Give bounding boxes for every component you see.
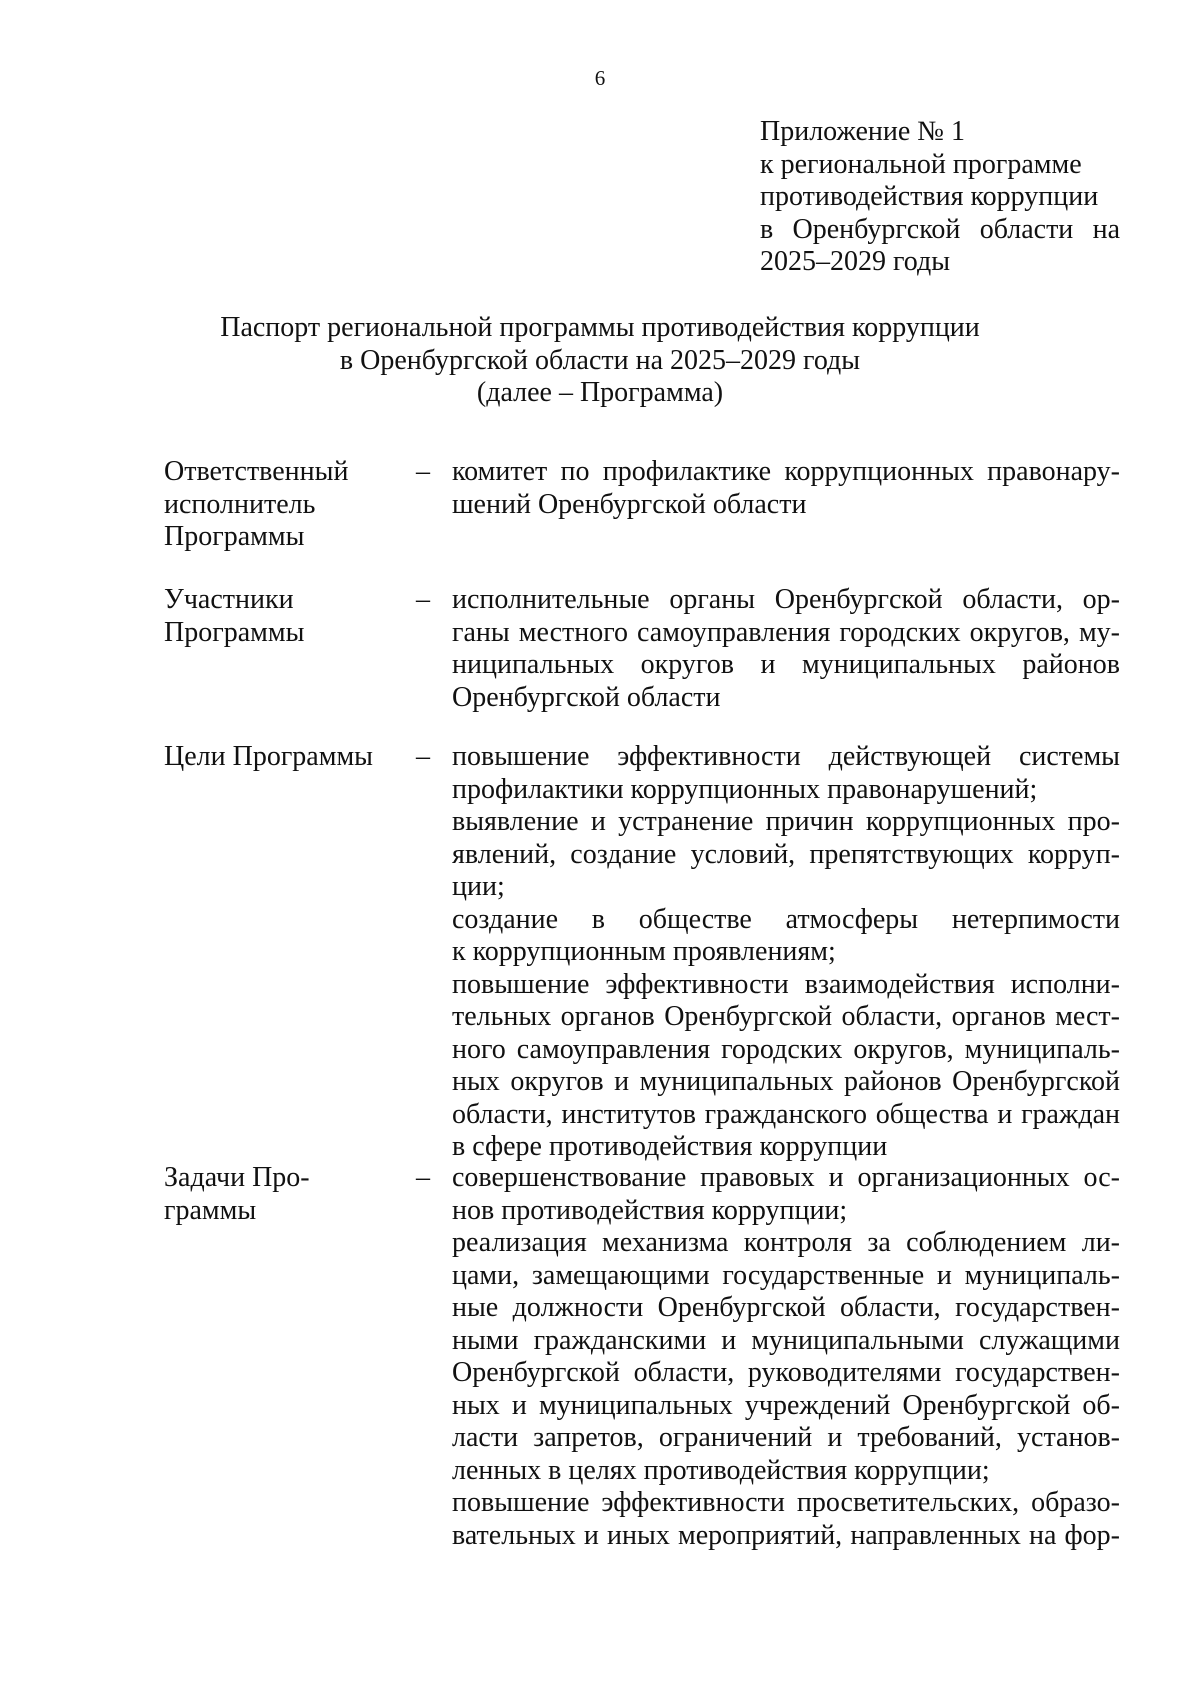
content-line: ными гражданскими и муниципальными служащими (452, 1324, 1120, 1356)
row-label (164, 584, 404, 649)
row-dash: – (416, 456, 430, 487)
appendix-line: 2025–2029 годы (760, 246, 951, 277)
label-line: Цели Программы (164, 741, 373, 772)
row-label (164, 741, 404, 774)
title-line: в Оренбургской области на 2025–2029 годы (339, 344, 861, 376)
appendix-header (760, 116, 1120, 279)
row-content (452, 584, 1120, 714)
content-line: Оренбургской области, руководителями государствен- (452, 1357, 1120, 1388)
row-dash: – (416, 741, 430, 772)
content-line: ных округов и муниципальных районов Оренбургской (452, 1066, 1120, 1097)
label-line: исполнитель (164, 488, 316, 520)
title-line: (далее – Программа) (476, 377, 724, 408)
content-line: повышение эффективности взаимодействия исполни- (452, 968, 1120, 1000)
label-line: Участники (164, 584, 294, 615)
content-line: реализация механизма контроля за соблюдением ли- (452, 1227, 1120, 1258)
label-line: Программы (164, 616, 305, 648)
content-line: нов противодействия коррупции; (452, 1194, 848, 1226)
content-line: ниципальных округов и муниципальных районов (452, 649, 1120, 680)
label-line: Задачи Про- (164, 1162, 310, 1193)
content-line: повышение эффективности действующей системы (452, 741, 1120, 772)
content-line: совершенствование правовых и организационных ос- (452, 1162, 1120, 1193)
content-line: ции; (452, 871, 505, 902)
passport-row-participants (164, 584, 1120, 714)
passport-row-goals (164, 741, 1120, 1162)
content-line: ласти запретов, ограничений и требований, установ- (452, 1422, 1120, 1453)
content-line: тельных органов Оренбургской области, органов мест- (452, 1001, 1120, 1032)
label-line: Ответственный (164, 456, 349, 487)
content-line: ного самоуправления городских округов, муниципаль- (452, 1033, 1120, 1065)
appendix-line: противодействия коррупции (760, 181, 1099, 212)
row-dash: – (416, 584, 430, 615)
row-label (164, 1162, 404, 1227)
row-content (452, 1162, 1120, 1552)
content-line: Оренбургской области (452, 681, 721, 713)
row-content (452, 456, 1120, 521)
appendix-line: к региональной программе (760, 148, 1082, 180)
content-line: шений Оренбургской области (452, 488, 807, 520)
content-line: повышение эффективности просветительских, образо- (452, 1487, 1120, 1518)
content-line: профилактики коррупционных правонарушений; (452, 773, 1038, 805)
appendix-line: в Оренбургской области на (760, 213, 1120, 245)
content-line: ные должности Оренбургской области, государствен- (452, 1292, 1120, 1323)
document-title (100, 312, 1100, 410)
content-line: области, институтов гражданского общества и граждан (452, 1098, 1120, 1130)
content-line: цами, замещающими государственные и муниципаль- (452, 1259, 1120, 1291)
label-line: граммы (164, 1194, 257, 1226)
passport-row-tasks (164, 1162, 1120, 1652)
content-line: исполнительные органы Оренбургской области, ор- (452, 584, 1120, 615)
content-line: явлений, создание условий, препятствующих корруп- (452, 838, 1120, 870)
content-line: ганы местного самоуправления городских округов, му- (452, 616, 1120, 648)
content-line: в сфере противодействия коррупции (452, 1131, 888, 1162)
passport-row-responsible-executor (164, 456, 1120, 556)
content-line: ных и муниципальных учреждений Оренбургской об- (452, 1389, 1120, 1421)
content-line: выявление и устранение причин коррупционных про- (452, 806, 1120, 837)
title-line: Паспорт региональной программы противодействия коррупции (220, 312, 980, 343)
content-line: ленных в целях противодействия коррупции; (452, 1454, 990, 1486)
content-line: создание в обществе атмосферы нетерпимости (452, 903, 1120, 935)
label-line: Программы (164, 521, 305, 552)
row-dash: – (416, 1162, 430, 1193)
content-line: комитет по профилактике коррупционных правонару- (452, 456, 1120, 487)
row-content (452, 741, 1120, 1164)
content-line: к коррупционным проявлениям; (452, 936, 836, 967)
content-line: вательных и иных мероприятий, направленных на фор- (452, 1519, 1120, 1551)
page-number: 6 (594, 66, 606, 90)
row-label (164, 456, 404, 554)
appendix-line: Приложение № 1 (760, 116, 965, 147)
